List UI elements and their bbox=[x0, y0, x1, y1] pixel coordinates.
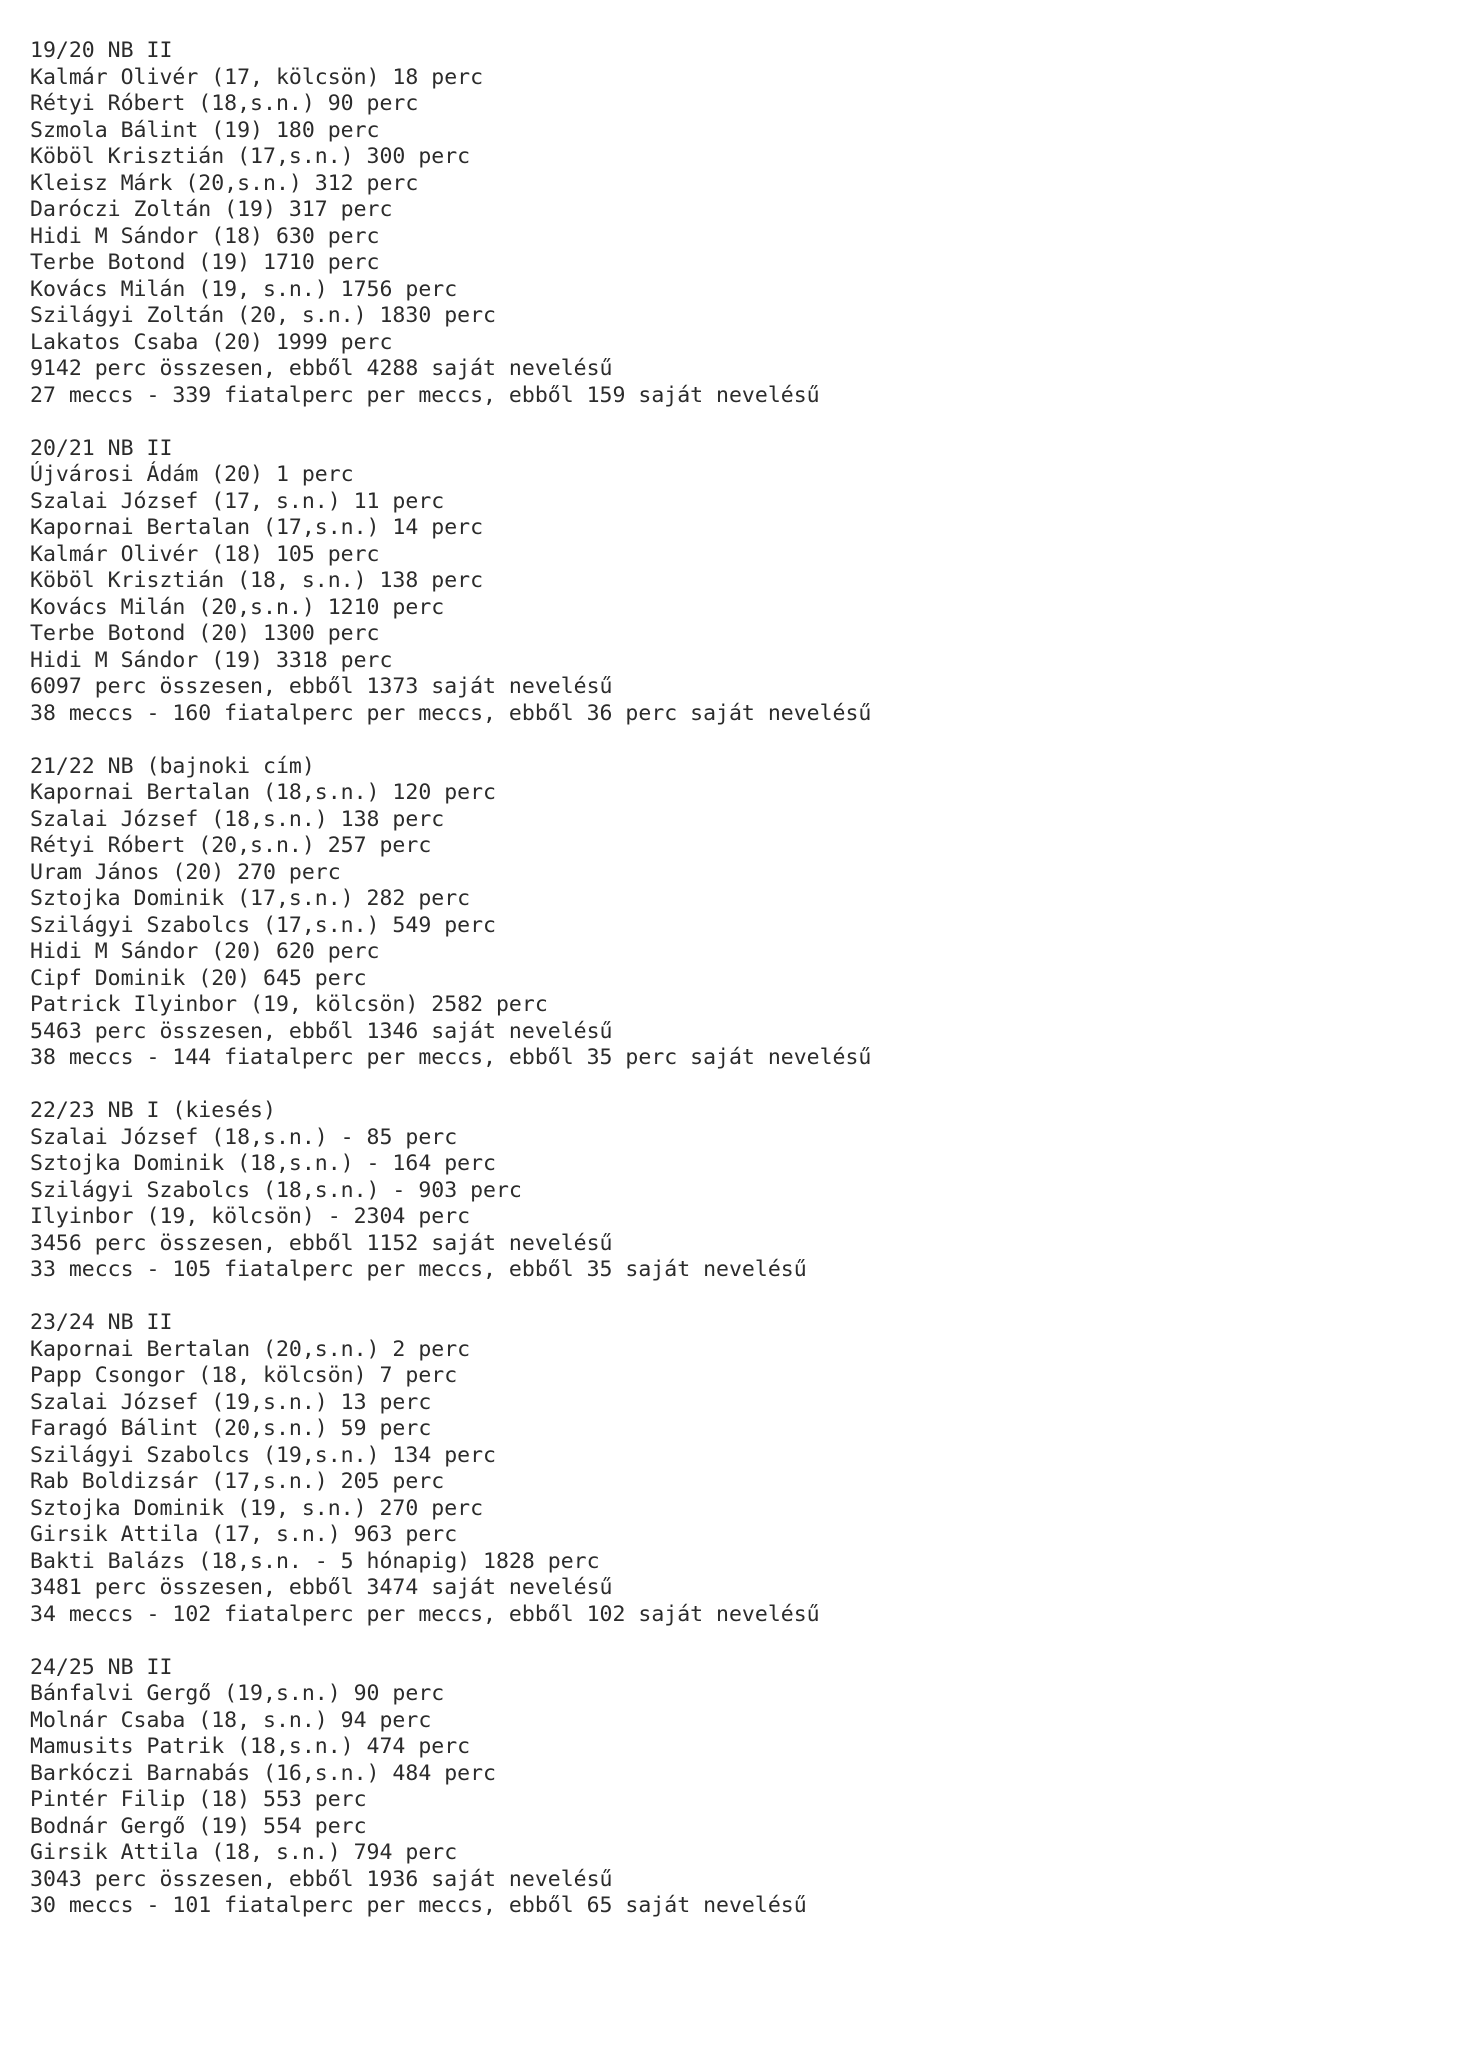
season-heading: 23/24 NB II bbox=[30, 1310, 173, 1335]
season-block bbox=[30, 38, 1430, 409]
player-line: Mamusits Patrik (18,s.n.) 474 perc bbox=[30, 1734, 471, 1759]
season-per-match: 30 meccs - 101 fiatalperc per meccs, ebből 65 saját nevelésű bbox=[30, 1893, 807, 1918]
season-block bbox=[30, 1655, 1430, 1920]
season-total: 9142 perc összesen, ebből 4288 saját nevelésű bbox=[30, 356, 613, 381]
player-line: Szalai József (18,s.n.) - 85 perc bbox=[30, 1124, 458, 1150]
season-heading: 20/21 NB II bbox=[30, 435, 173, 461]
player-line: Daróczi Zoltán (19) 317 perc bbox=[30, 197, 393, 222]
player-line: Szalai József (17, s.n.) 11 perc bbox=[30, 488, 445, 514]
player-line: Kalmár Olivér (17, kölcsön) 18 perc bbox=[30, 64, 484, 90]
season-heading: 22/23 NB I (kiesés) bbox=[30, 1098, 276, 1123]
player-line: Lakatos Csaba (20) 1999 perc bbox=[30, 329, 393, 355]
player-line: Köböl Krisztián (17,s.n.) 300 perc bbox=[30, 144, 471, 169]
document-body bbox=[30, 38, 1430, 1946]
player-line: Terbe Botond (20) 1300 perc bbox=[30, 621, 380, 646]
player-line: Terbe Botond (19) 1710 perc bbox=[30, 250, 380, 275]
player-line: Rétyi Róbert (18,s.n.) 90 perc bbox=[30, 91, 419, 116]
season-block bbox=[30, 1310, 1430, 1628]
player-line: Patrick Ilyinbor (19, kölcsön) 2582 perc bbox=[30, 992, 548, 1017]
player-line: Szilágyi Szabolcs (19,s.n.) 134 perc bbox=[30, 1442, 496, 1468]
player-line: Szilágyi Szabolcs (17,s.n.) 549 perc bbox=[30, 912, 496, 938]
player-line: Molnár Csaba (18, s.n.) 94 perc bbox=[30, 1707, 432, 1733]
player-line: Pintér Filip (18) 553 perc bbox=[30, 1787, 367, 1812]
player-line: Girsik Attila (17, s.n.) 963 perc bbox=[30, 1522, 458, 1547]
player-line: Szmola Bálint (19) 180 perc bbox=[30, 117, 380, 143]
player-line: Papp Csongor (18, kölcsön) 7 perc bbox=[30, 1363, 458, 1388]
season-heading: 21/22 NB (bajnoki cím) bbox=[30, 753, 315, 779]
player-line: Szalai József (19,s.n.) 13 perc bbox=[30, 1389, 432, 1415]
player-line: Újvárosi Ádám (20) 1 perc bbox=[30, 462, 354, 487]
season-total: 3456 perc összesen, ebből 1152 saját nevelésű bbox=[30, 1230, 613, 1256]
season-per-match: 38 meccs - 160 fiatalperc per meccs, ebből 36 perc saját nevelésű bbox=[30, 700, 872, 726]
player-line: Rétyi Róbert (20,s.n.) 257 perc bbox=[30, 833, 432, 858]
season-total: 3043 perc összesen, ebből 1936 saját nevelésű bbox=[30, 1866, 613, 1892]
player-line: Kovács Milán (19, s.n.) 1756 perc bbox=[30, 276, 458, 302]
season-block bbox=[30, 1098, 1430, 1284]
season-heading: 19/20 NB II bbox=[30, 38, 173, 63]
player-line: Bakti Balázs (18,s.n. - 5 hónapig) 1828 perc bbox=[30, 1548, 600, 1574]
player-line: Kapornai Bertalan (18,s.n.) 120 perc bbox=[30, 780, 496, 805]
season-per-match: 38 meccs - 144 fiatalperc per meccs, ebből 35 perc saját nevelésű bbox=[30, 1045, 872, 1070]
player-line: Kalmár Olivér (18) 105 perc bbox=[30, 541, 380, 567]
player-line: Szilágyi Szabolcs (18,s.n.) - 903 perc bbox=[30, 1177, 522, 1203]
player-line: Kapornai Bertalan (17,s.n.) 14 perc bbox=[30, 515, 484, 540]
season-heading: 24/25 NB II bbox=[30, 1654, 173, 1680]
player-line: Sztojka Dominik (19, s.n.) 270 perc bbox=[30, 1495, 484, 1521]
player-line: Uram János (20) 270 perc bbox=[30, 859, 341, 885]
season-per-match: 33 meccs - 105 fiatalperc per meccs, ebből 35 saját nevelésű bbox=[30, 1257, 807, 1282]
season-total: 6097 perc összesen, ebből 1373 saját nevelésű bbox=[30, 674, 613, 699]
season-per-match: 27 meccs - 339 fiatalperc per meccs, ebből 159 saját nevelésű bbox=[30, 382, 820, 408]
player-line: Ilyinbor (19, kölcsön) - 2304 perc bbox=[30, 1204, 471, 1229]
player-line: Faragó Bálint (20,s.n.) 59 perc bbox=[30, 1416, 432, 1441]
player-line: Hidi M Sándor (18) 630 perc bbox=[30, 223, 380, 249]
season-total: 3481 perc összesen, ebből 3474 saját nevelésű bbox=[30, 1575, 613, 1600]
player-line: Szilágyi Zoltán (20, s.n.) 1830 perc bbox=[30, 303, 496, 328]
season-block bbox=[30, 436, 1430, 728]
season-block bbox=[30, 754, 1430, 1072]
player-line: Sztojka Dominik (17,s.n.) 282 perc bbox=[30, 886, 471, 911]
player-line: Sztojka Dominik (18,s.n.) - 164 perc bbox=[30, 1151, 496, 1176]
player-line: Kapornai Bertalan (20,s.n.) 2 perc bbox=[30, 1336, 471, 1362]
player-line: Hidi M Sándor (19) 3318 perc bbox=[30, 647, 393, 673]
player-line: Rab Boldizsár (17,s.n.) 205 perc bbox=[30, 1469, 445, 1494]
player-line: Bánfalvi Gergő (19,s.n.) 90 perc bbox=[30, 1681, 445, 1706]
player-line: Hidi M Sándor (20) 620 perc bbox=[30, 939, 380, 964]
player-line: Kleisz Márk (20,s.n.) 312 perc bbox=[30, 170, 419, 196]
player-line: Kovács Milán (20,s.n.) 1210 perc bbox=[30, 594, 445, 620]
player-line: Cipf Dominik (20) 645 perc bbox=[30, 965, 367, 991]
player-line: Barkóczi Barnabás (16,s.n.) 484 perc bbox=[30, 1760, 496, 1786]
player-line: Bodnár Gergő (19) 554 perc bbox=[30, 1813, 367, 1839]
season-per-match: 34 meccs - 102 fiatalperc per meccs, ebből 102 saját nevelésű bbox=[30, 1601, 820, 1627]
season-total: 5463 perc összesen, ebből 1346 saját nevelésű bbox=[30, 1018, 613, 1044]
player-line: Köböl Krisztián (18, s.n.) 138 perc bbox=[30, 568, 484, 593]
player-line: Szalai József (18,s.n.) 138 perc bbox=[30, 806, 445, 832]
player-line: Girsik Attila (18, s.n.) 794 perc bbox=[30, 1840, 458, 1865]
